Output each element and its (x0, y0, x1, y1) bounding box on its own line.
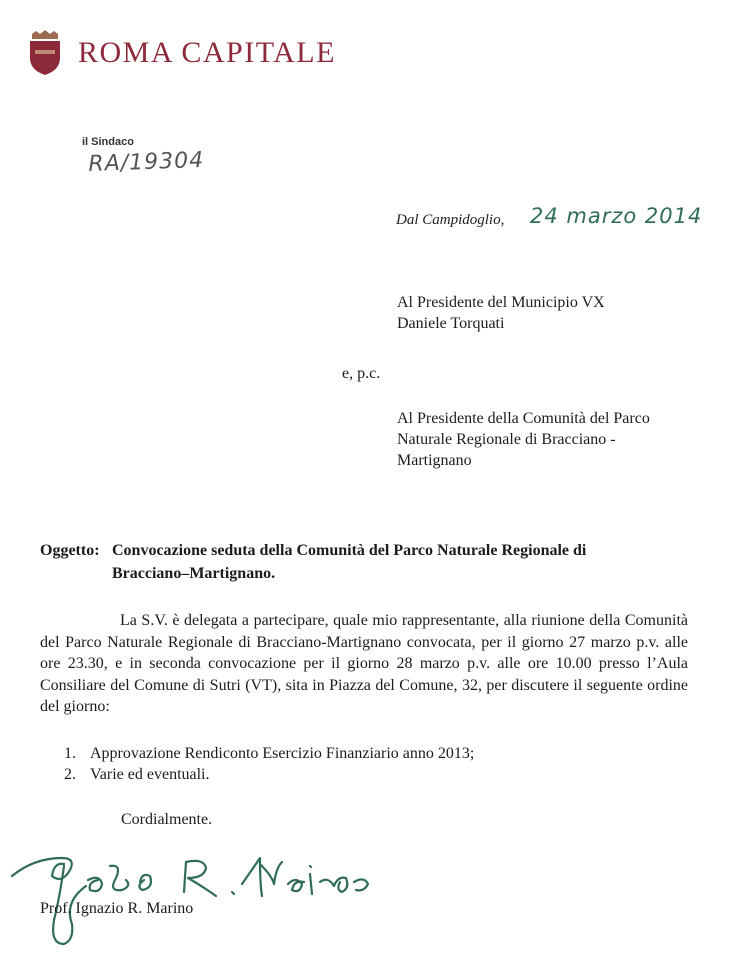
agenda-text: Approvazione Rendiconto Esercizio Finanziario anno 2013; (90, 745, 475, 762)
closing: Cordialmente. (121, 811, 213, 828)
handwritten-signature (4, 836, 374, 956)
cc-line-1: Al Presidente della Comunità del Parco (397, 410, 650, 427)
signer-name: Prof. Ignazio R. Marino (40, 900, 194, 917)
agenda-item (64, 764, 474, 785)
recipient-line-1: Al Presidente del Municipio VX (397, 294, 605, 311)
body-paragraph: La S.V. è delegata a partecipare, quale mio rappresentante, alla riunione della Comunità del Parco Naturale Regionale di Bracciano-Martignano convocata, per il giorno 27 marzo p.v. alle ore 23.30, e in seconda convocazione per il giorno 28 marzo p.v. alle ore 10.00 presso l’Aula Consiliare del Comune di Sutri (VT), sita in Piazza del Comune, 32, per discutere il seguente ordine del giorno: (40, 612, 688, 716)
recipient-line-2: Daniele Torquati (397, 315, 505, 332)
cc-label: e, p.c. (342, 365, 381, 382)
cc-address (397, 408, 697, 471)
subject-text-1: Convocazione seduta della Comunità del Parco Naturale Regionale di (112, 542, 587, 559)
office-label: il Sindaco (82, 136, 134, 148)
cc-line-3: Martignano (397, 452, 472, 469)
dateline-place: Dal Campidoglio, (396, 212, 505, 228)
subject-label: Oggetto: (40, 542, 100, 559)
protocol-number: RA/19304 (88, 147, 205, 177)
subject-block (40, 539, 720, 585)
agenda-item (64, 743, 474, 764)
cc-line-2: Naturale Regionale di Bracciano - (397, 431, 616, 448)
agenda-text: Varie ed eventuali. (90, 766, 210, 783)
agenda-list (64, 743, 474, 785)
subject-text-2: Bracciano–Martignano. (112, 565, 276, 582)
agenda-number: 1. (64, 745, 76, 762)
roma-capitale-crest-icon (27, 30, 63, 76)
recipient-address (397, 292, 605, 334)
handwritten-date: 24 marzo 2014 (530, 204, 703, 228)
agenda-number: 2. (64, 766, 76, 783)
brand-title: ROMA CAPITALE (78, 36, 336, 69)
